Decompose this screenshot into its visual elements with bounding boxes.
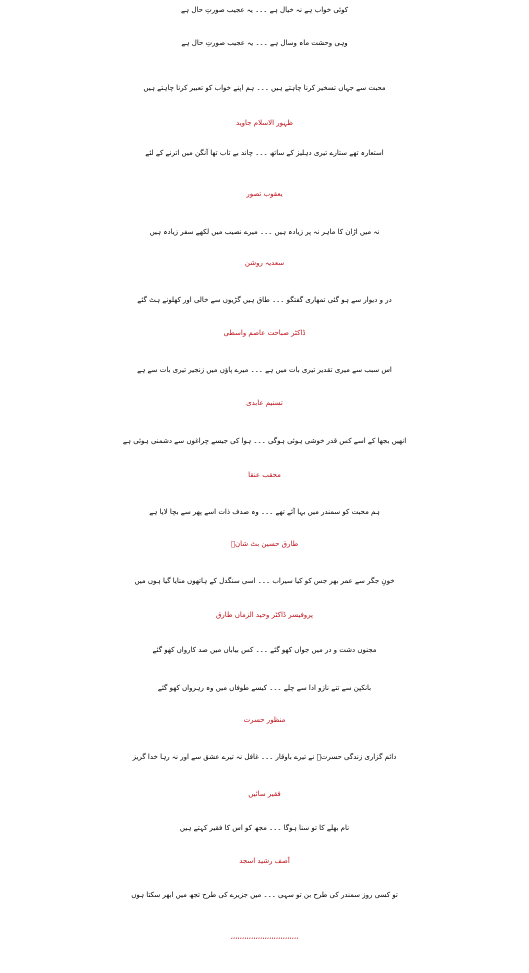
- verse-line: نہ میں اڑان کا ماہر نہ پر زیادہ ہیں ۔۔۔ میرے نصیب میں لکھے سفر زیادہ ہیں: [149, 228, 380, 236]
- poet-name: محقب عنقا: [248, 471, 281, 479]
- verse-line: خونِ جگر سے عمر بھر جس کو کیا سیراب ۔۔۔ اسی سنگدل کے ہاتھوں منایا گیا ہوں میں: [134, 577, 395, 585]
- closing-dots: ،،،،،،،،،،،،،،،،،،،،،،،،،،،،،،: [230, 933, 299, 941]
- verse-line: ہم محبت کو سمندر میں بہا آئے تھے ۔۔۔ وہ صدف ذات اسے پھر سے بچا لایا ہے: [149, 508, 380, 516]
- poet-name: پروفیسر ڈاکٹر وحید الزماں طارق: [216, 611, 313, 619]
- poet-name: فقیر سائیں: [248, 790, 281, 798]
- poet-name: تسنیم عابدی: [246, 399, 283, 407]
- verse-line: نام بھلے کا تو سنا ہوگا ۔۔۔ مجھ کو اس کا فقیر کہتے ہیں: [179, 824, 350, 832]
- verse-line: کوئی خواب ہے نہ خیال ہے ۔۔۔ یہ عجیب صورتِ حال ہے: [180, 6, 349, 14]
- poet-name: منظور حسرت: [243, 716, 286, 724]
- poet-name: ڈاکٹر صباحت عاصم واسطی: [223, 329, 306, 337]
- verse-line: انھیں بجھا کے اسے کس قدر خوشی ہوئی ہوگی ۔۔۔ ہوا کی جیسے چراغوں سے دشمنی ہوئی ہے: [122, 437, 407, 445]
- poet-name: یعقوب تصور: [246, 190, 283, 198]
- poet-name: ظہور الاسلام جاوید: [236, 119, 293, 127]
- verse-line: بانکپن سے تنے نازو ادا سے چلے ۔۔۔ کیسے طوفاں میں وہ رہرواں کھو گئے: [157, 684, 372, 692]
- verse-line: استعارہ تھے ستارے تیری دہلیز کے ساتھ ۔۔۔ چاند بے تاب تھا آنگن میں اترنے کے لئے: [145, 149, 384, 157]
- verse-line: وہی وحشت ماہ وسال ہے ۔۔۔ یہ عجیب صورتِ حال ہے: [181, 39, 348, 47]
- verse-line: در و دیوار سے ہو گئی تمھاری گفتگو ۔۔۔ طاق ہیں گڑیوں سے خالی اور کھلونے ہٹ گئے: [137, 296, 392, 304]
- verse-line: تو کسی روز سمندر کی طرح بن تو سہی ۔۔۔ میں جزیرے کی طرح تجھ میں ابھر سکتا ہوں: [131, 891, 398, 899]
- verse-line: محبت سے جہاں تسخیر کرنا چاہتے ہیں ۔۔۔ ہم اپنے خواب کو تعبیر کرنا چاہتے ہیں: [143, 84, 386, 92]
- poet-name: طارق حسین بٹ شانؔ: [230, 540, 299, 548]
- verse-line: اس سبب سے میری تقدیر تیری بات میں ہے ۔۔۔ میرے پاؤں میں زنجیر تیری بات سے ہے: [137, 366, 392, 374]
- poet-name: سعدیہ روشن: [244, 259, 285, 267]
- verse-line: مجنوں دشت و در میں جواں کھو گئے ۔۔۔ کس بیاباں میں صد کارواں کھو گئے: [152, 646, 377, 654]
- verse-line: دائم گزاری زندگی حسرتؔ نے تیرے باوقار ۔۔۔ غافل نہ تیرے عشق سے اور نہ رہا خدا گریز: [132, 753, 397, 761]
- poet-name: آصف رشید اسجد: [239, 857, 290, 865]
